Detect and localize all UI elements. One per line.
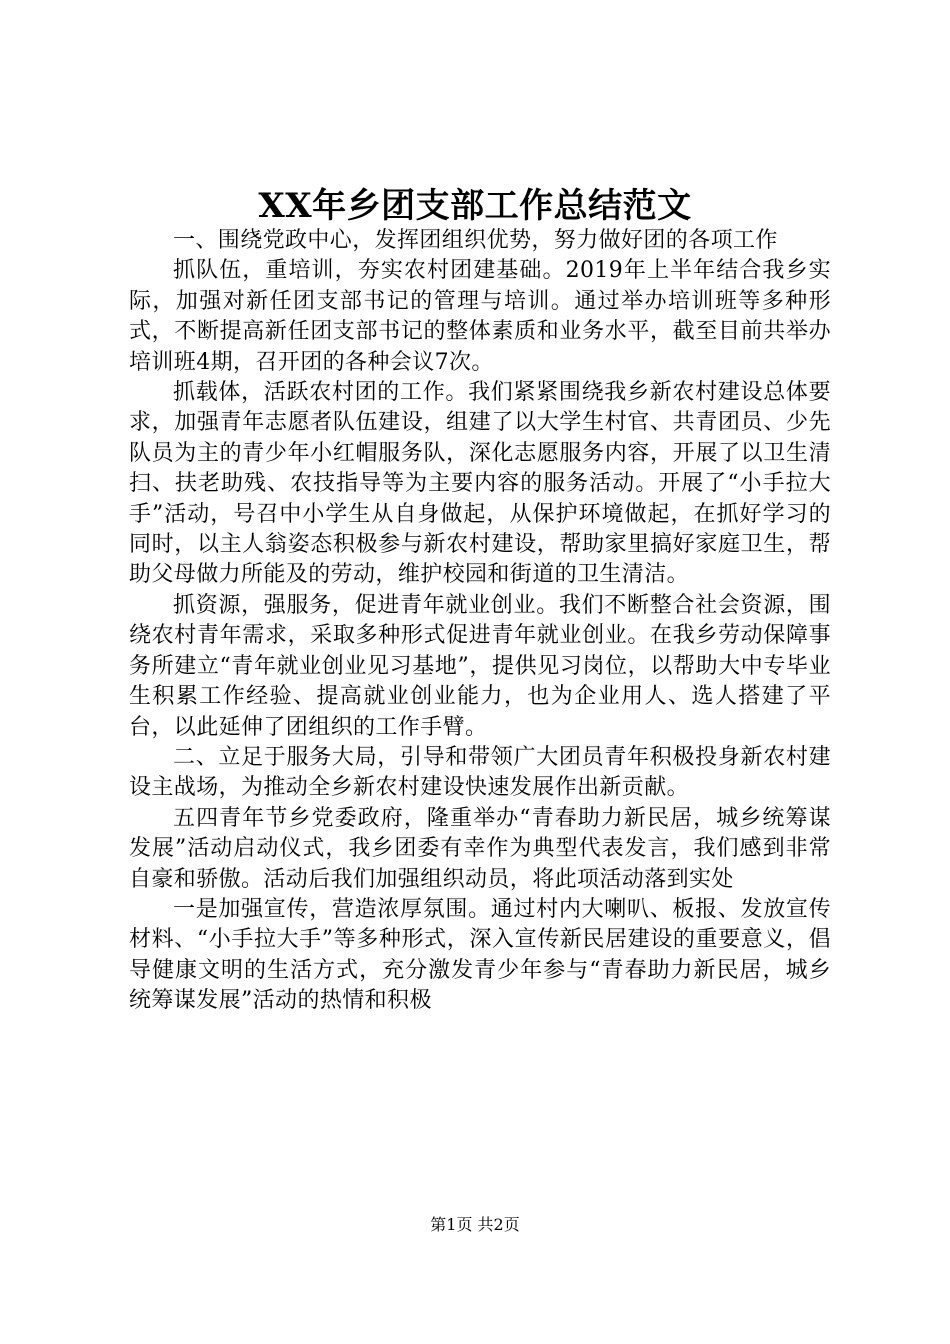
document-body xyxy=(129,226,831,1017)
paragraph: 一是加强宣传，营造浓厚氛围。通过村内大喇叭、板报、发放宣传材料、“小手拉大手”等多种形式，深入宣传新民居建设的重要意义，倡导健康文明的生活方式，充分激发青少年参与“青春助力新民居，城乡统筹谋发展”活动的热情和积极 xyxy=(129,896,831,1014)
paragraph: 抓队伍，重培训，夯实农村团建基础。2019年上半年结合我乡实际，加强对新任团支部书记的管理与培训。通过举办培训班等多种形式，不断提高新任团支部书记的整体素质和业务水平，截至目前共举办培训班4期，召开团的各种会议7次。 xyxy=(129,258,831,375)
paragraph: 一、围绕党政中心，发挥团组织优势，努力做好团的各项工作 xyxy=(173,228,778,253)
page-footer: 第1页 共2页 xyxy=(430,1215,520,1234)
paragraph: 抓资源，强服务，促进青年就业创业。我们不断整合社会资源，围绕农村青年需求，采取多种形式促进青年就业创业。在我乡劳动保障事务所建立“青年就业创业见习基地”，提供见习岗位，以帮助大中专毕业生积累工作经验、提高就业创业能力，也为企业用人、选人搭建了平台，以此延伸了团组织的工作手臂。 xyxy=(129,592,831,740)
paragraph: 抓载体，活跃农村团的工作。我们紧紧围绕我乡新农村建设总体要求，加强青年志愿者队伍建设，组建了以大学生村官、共青团员、少先队员为主的青少年小红帽服务队，深化志愿服务内容，开展了以卫生清扫、扶老助残、农技指导等为主要内容的服务活动。开展了“小手拉大手”活动，号召中小学生从自身做起，从保护环境做起，在抓好学习的同时，以主人翁姿态积极参与新农村建设，帮助家里搞好家庭卫生，帮助父母做力所能及的劳动，维护校园和街道的卫生清洁。 xyxy=(129,380,831,588)
document-title: XX年乡团支部工作总结范文 xyxy=(258,186,692,226)
paragraph: 五四青年节乡党委政府，隆重举办“青春助力新民居，城乡统筹谋发展”活动启动仪式，我乡团委有幸作为典型代表发言，我们感到非常自豪和骄傲。活动后我们加强组织动员，将此项活动落到实处 xyxy=(129,805,831,892)
paragraph: 二、立足于服务大局，引导和带领广大团员青年积极投身新农村建设主战场，为推动全乡新农村建设快速发展作出新贡献。 xyxy=(129,744,831,801)
